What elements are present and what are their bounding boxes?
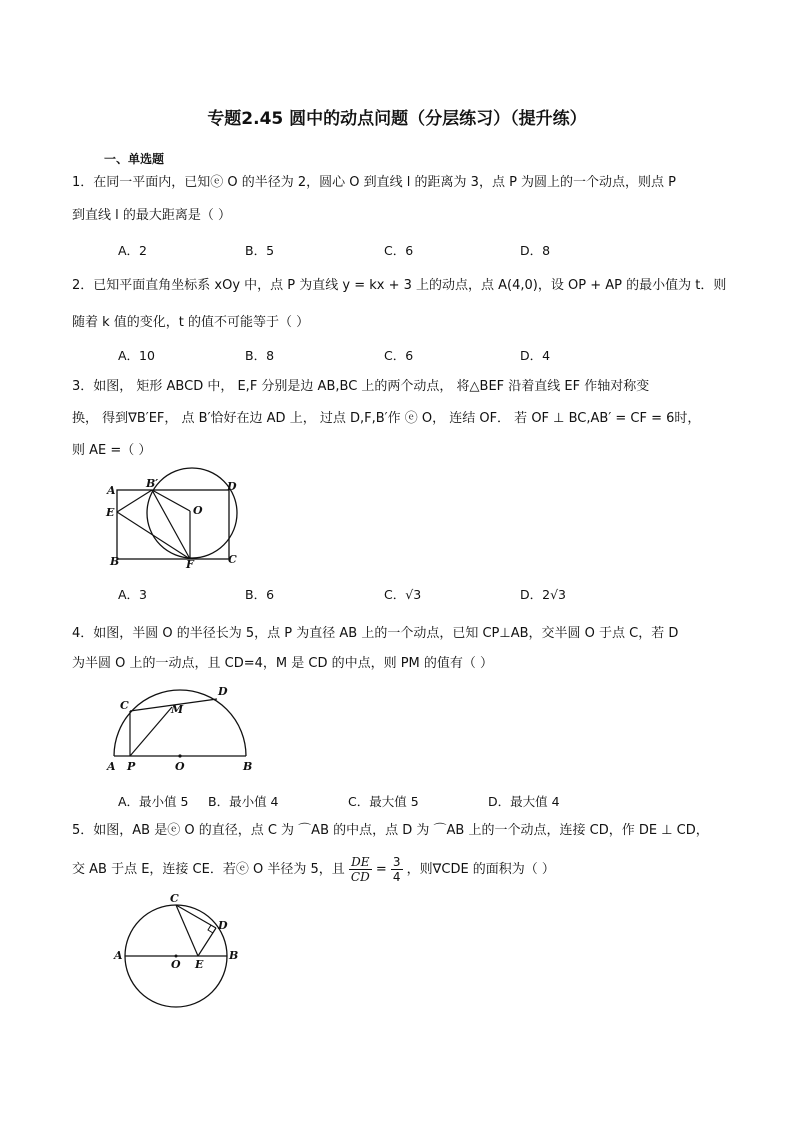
equals-sign: =: [375, 862, 387, 877]
q2-option-c: C．6: [384, 348, 414, 363]
label-b: B: [243, 760, 253, 773]
label-d: D: [227, 480, 237, 493]
q4-option-c: C．最大值 5: [348, 794, 419, 809]
q1-option-d: D．8: [520, 243, 551, 258]
semicircle-o: [114, 690, 246, 756]
segment-e-f: [117, 512, 190, 559]
q1-line-2: 到直线 l 的最大距离是（ ）: [72, 208, 232, 223]
fraction-numerator: DE: [349, 855, 372, 870]
q1-option-c: C．6: [384, 243, 414, 258]
q2-option-b: B．8: [245, 348, 275, 363]
q5-line-1: 5．如图，AB 是ⓔ O 的直径，点 C 为 ⌒AB 的中点，点 D 为 ⌒AB 上的一个动点，连接 CD，作 DE ⊥ CD，: [72, 823, 709, 838]
q4-option-a: A．最小值 5: [118, 794, 189, 809]
q5-line-2: [72, 851, 555, 889]
q4-line-2: 为半圆 O 上的一动点，且 CD=4，M 是 CD 的中点，则 PM 的值有（ ）: [72, 656, 494, 671]
q3-line-1: 3．如图， 矩形 ABCD 中， E,F 分别是边 AB,BC 上的两个动点， 将△BEF 沿着直线 EF 作轴对称变: [72, 379, 650, 394]
q5-line-2-end: ，则∇CDE 的面积为（ ）: [406, 862, 555, 877]
q2-option-a: A．10: [118, 348, 155, 363]
label-c: C: [120, 699, 129, 712]
label-a: A: [107, 484, 116, 497]
segment-d-e: [198, 928, 216, 956]
label-a: A: [107, 760, 116, 773]
label-b-prime: B′: [146, 477, 159, 490]
q4-option-d: D．最大值 4: [488, 794, 560, 809]
q4-line-1: 4．如图，半圆 O 的半径长为 5，点 P 为直径 AB 上的一个动点，已知 CP⊥AB，交半圆 O 于点 C，若 D: [72, 626, 679, 641]
label-c: C: [170, 892, 179, 905]
q3-option-c: C．√3: [384, 587, 422, 602]
label-b: B: [229, 949, 239, 962]
fraction-denominator: CD: [350, 870, 370, 884]
circle-o: [147, 468, 237, 558]
q5-line-2-start: 交 AB 于点 E，连接 CE．若ⓔ O 半径为 5，且: [72, 862, 345, 877]
q1-line-1: 1．在同一平面内，已知ⓔ O 的半径为 2，圆心 O 到直线 l 的距离为 3，点 P 为圆上的一个动点，则点 P: [72, 175, 677, 190]
q4-option-b: B．最小值 4: [208, 794, 279, 809]
label-p: P: [127, 760, 136, 773]
q3-line-2: 换， 得到∇B′EF， 点 B′恰好在边 AD 上， 过点 D,F,B′作 ⓔ O， 连结 OF． 若 OF ⊥ BC,AB′ = CF = 6时，: [72, 411, 701, 426]
fraction-numerator: 3: [392, 855, 401, 869]
segment-p-m: [130, 707, 172, 756]
q3-option-b: B．6: [245, 587, 275, 602]
q3-option-d: D．2√3: [520, 587, 566, 602]
label-d: D: [218, 919, 228, 932]
label-o: O: [171, 958, 181, 971]
point-o: [178, 754, 181, 757]
q5-figure: [110, 892, 240, 1010]
q2-option-d: D．4: [520, 348, 551, 363]
q1-option-b: B．5: [245, 243, 275, 258]
q4-figure: [104, 680, 258, 774]
q5-fraction-de-cd: [349, 855, 372, 884]
fraction-denominator: 4: [392, 870, 401, 884]
section-heading: 一、单选题: [104, 152, 165, 166]
label-b: B: [110, 555, 120, 568]
page-title: 专题2.45 圆中的动点问题（分层练习）（提升练）: [207, 109, 587, 129]
label-o: O: [175, 760, 185, 773]
label-m: M: [171, 703, 184, 716]
label-e: E: [106, 506, 115, 519]
q3-option-a: A．3: [118, 587, 148, 602]
q1-option-a: A．2: [118, 243, 148, 258]
q3-line-3: 则 AE =（ ）: [72, 443, 152, 458]
label-f: F: [186, 558, 194, 571]
q2-line-1: 2．已知平面直角坐标系 xOy 中，点 P 为直线 y = kx + 3 上的动点，点 A(4,0)，设 OP + AP 的最小值为 t．则: [72, 278, 727, 293]
q3-figure: [104, 466, 244, 570]
q2-line-2: 随着 k 值的变化，t 的值不可能等于（ ）: [72, 315, 310, 330]
label-e: E: [195, 958, 204, 971]
label-a: A: [114, 949, 123, 962]
segment-c-e: [176, 905, 198, 956]
q5-fraction-3-4: [391, 855, 403, 884]
label-c: C: [228, 553, 237, 566]
label-o: O: [193, 504, 203, 517]
label-d: D: [218, 685, 228, 698]
